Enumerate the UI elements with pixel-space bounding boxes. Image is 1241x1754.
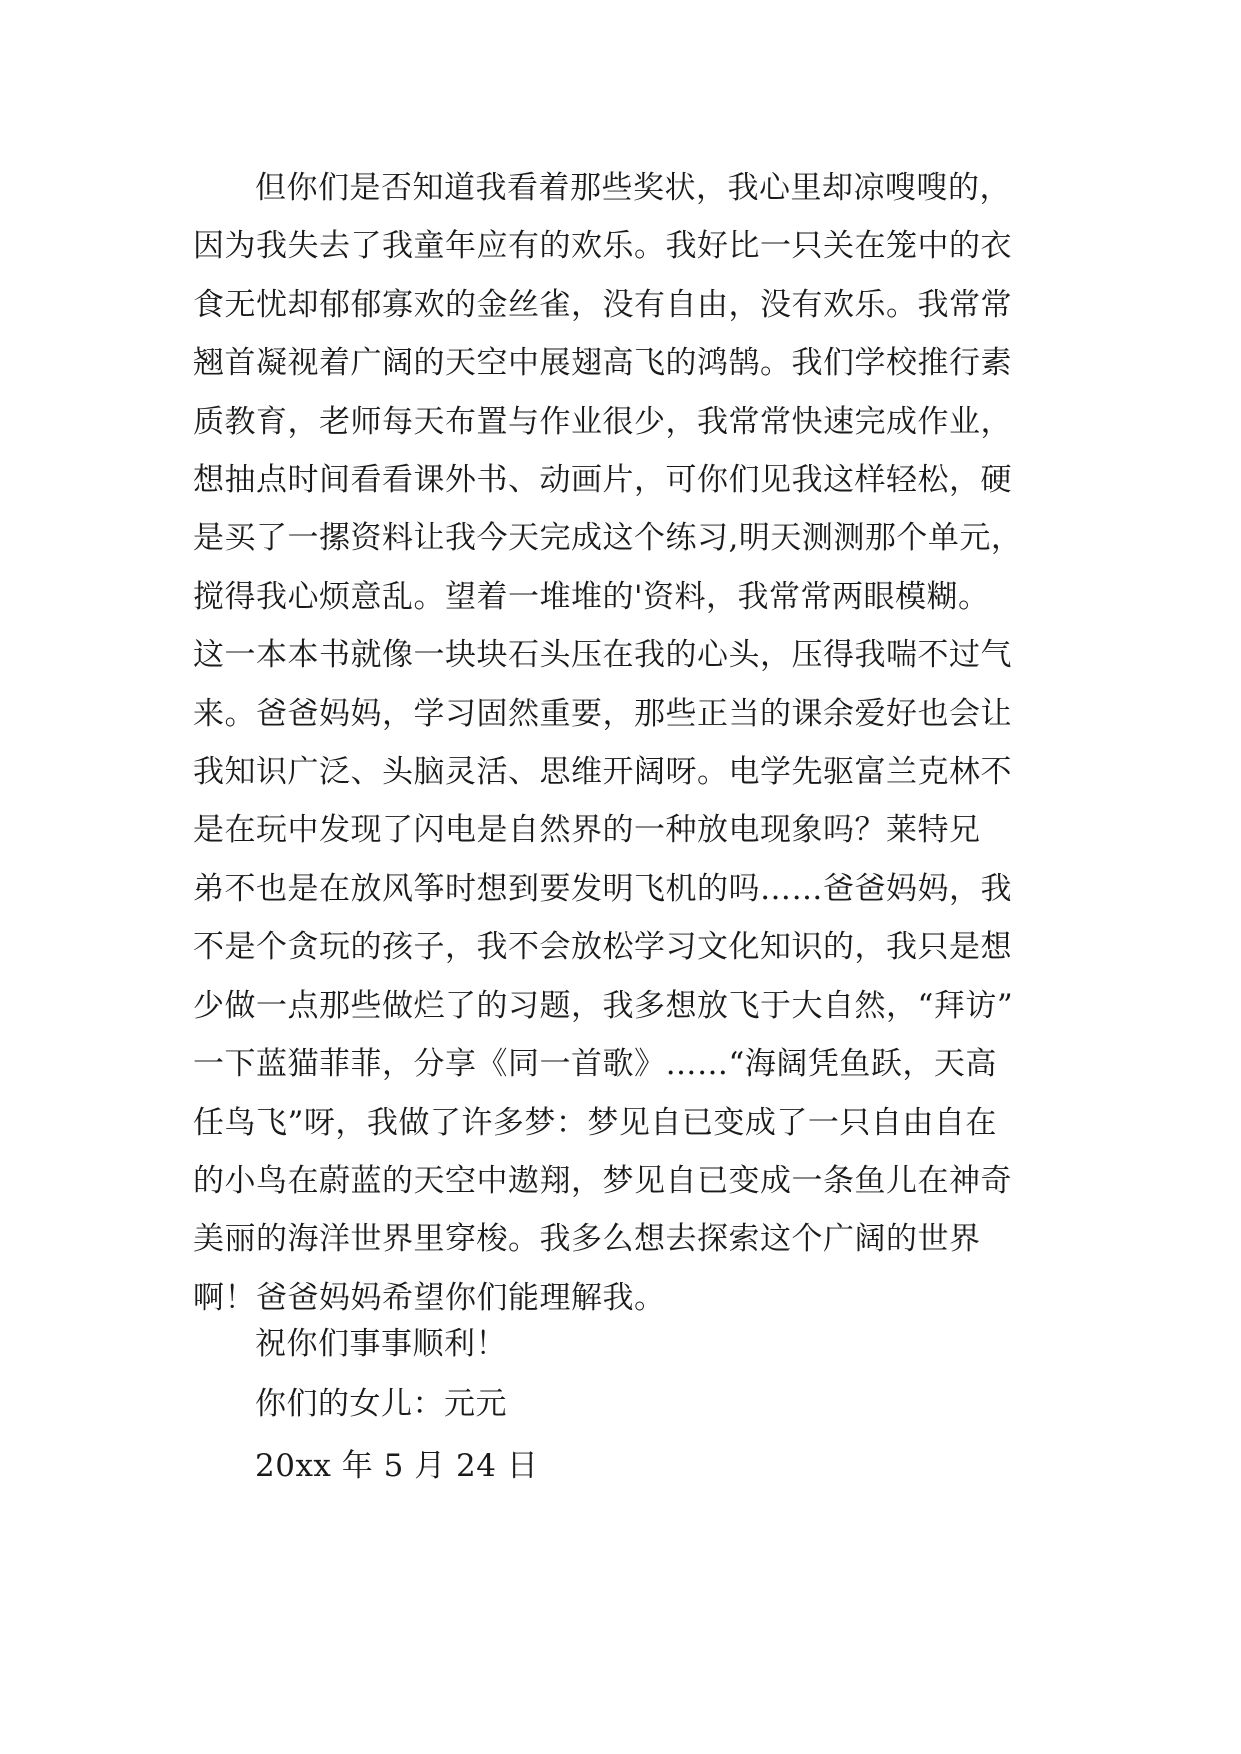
text-line: 美丽的海洋世界里穿梭。我多么想去探索这个广阔的世界 [193, 1221, 981, 1258]
text-line: 我知识广泛、头脑灵活、思维开阔呀。电学先驱富兰克林不 [193, 754, 1012, 791]
text-line: 搅得我心烦意乱。望着一堆堆的'资料，我常常两眼模糊。 [193, 578, 990, 615]
text-line: 的小鸟在蔚蓝的天空中遨翔，梦见自已变成一条鱼儿在神奇 [193, 1162, 1012, 1199]
text-line: 食无忧却郁郁寡欢的金丝雀，没有自由，没有欢乐。我常常 [193, 286, 1012, 323]
text-line: 弟不也是在放风筝时想到要发明飞机的吗……爸爸妈妈，我 [193, 870, 1012, 907]
text-line: 这一本本书就像一块块石头压在我的心头，压得我喘不过气 [193, 637, 1012, 674]
text-line: 啊！爸爸妈妈希望你们能理解我。 [193, 1279, 666, 1316]
text-line: 任鸟飞”呀，我做了许多梦：梦见自已变成了一只自由自在 [193, 1104, 997, 1141]
text-line: 质教育，老师每天布置与作业很少，我常常快速完成作业， [193, 403, 1012, 440]
text-line: 不是个贪玩的孩子，我不会放松学习文化知识的，我只是想 [193, 929, 1012, 966]
closing-wish: 祝你们事事顺利！ [255, 1326, 507, 1362]
letter-date: 20xx 年 5 月 24 日 [255, 1448, 539, 1484]
letter-body [193, 159, 1053, 1327]
text-line: 想抽点时间看看课外书、动画片，可你们见我这样轻松，硬 [193, 462, 1012, 499]
text-line: 因为我失去了我童年应有的欢乐。我好比一只关在笼中的衣 [193, 228, 1012, 265]
text-line: 但你们是否知道我看着那些奖状，我心里却凉嗖嗖的， [255, 170, 1011, 206]
text-line: 来。爸爸妈妈，学习固然重要，那些正当的课余爱好也会让 [193, 695, 1012, 732]
text-line: 翘首凝视着广阔的天空中展翅高飞的鸿鹄。我们学校推行素 [193, 345, 1012, 382]
text-line: 是买了一摞资料让我今天完成这个练习,明天测测那个单元， [193, 520, 1023, 557]
text-line: 是在玩中发现了闪电是自然界的一种放电现象吗？莱特兄 [193, 812, 981, 849]
text-line: 一下蓝猫菲菲，分享《同一首歌》……“海阔凭鱼跃，天高 [193, 1046, 997, 1083]
text-line: 少做一点那些做烂了的习题，我多想放飞于大自然，“拜访” [193, 987, 1014, 1024]
signature: 你们的女儿：元元 [255, 1386, 507, 1422]
